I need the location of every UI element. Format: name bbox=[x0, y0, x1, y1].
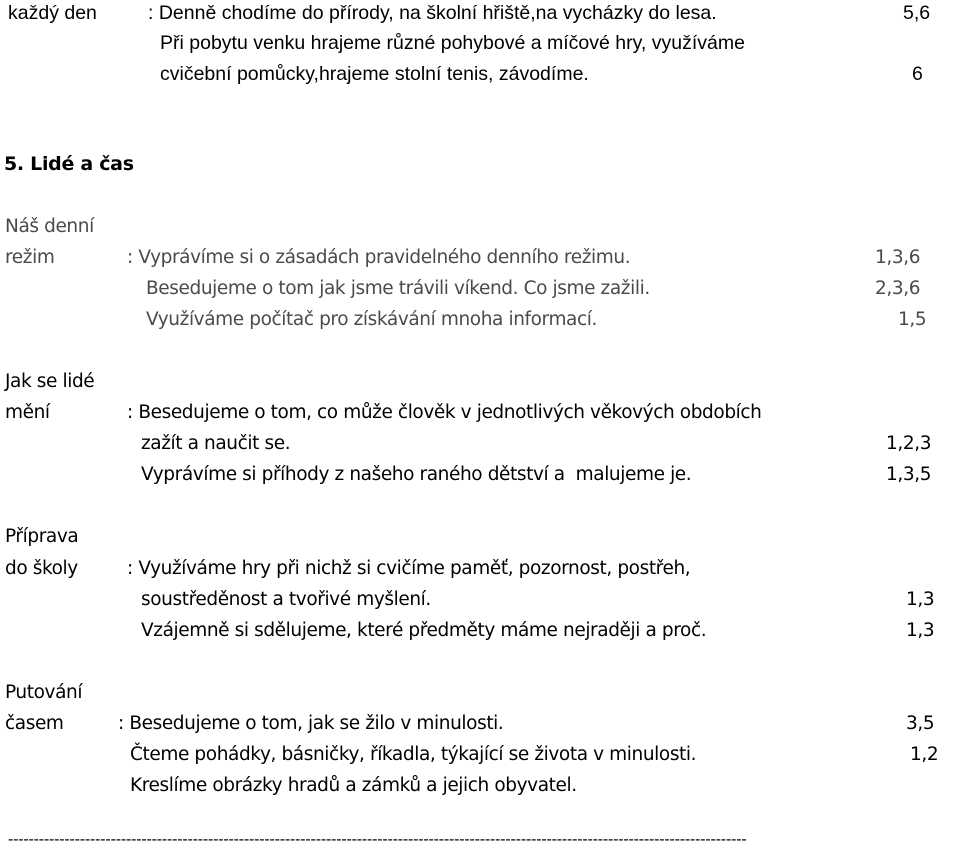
text-line: zažít a naučit se. bbox=[141, 433, 291, 454]
code-value: 6 bbox=[912, 63, 923, 85]
text-line: : Besedujeme o tom, co může člověk v jednotlivých věkových obdobích bbox=[127, 402, 762, 423]
text-line: : Denně chodíme do přírody, na školní hřiště,na vycházky do lesa. bbox=[148, 2, 717, 24]
code-value: 2,3,6 bbox=[875, 278, 921, 299]
block-label: Příprava bbox=[5, 526, 79, 547]
code-value: 5,6 bbox=[903, 2, 931, 24]
block-label: Náš denní bbox=[5, 216, 94, 237]
code-value: 1,5 bbox=[898, 309, 927, 330]
text-line: Besedujeme o tom jak jsme trávili víkend. Co jsme zažili. bbox=[146, 278, 650, 299]
text-line: : Vyprávíme si o zásadách pravidelného denního režimu. bbox=[127, 247, 631, 268]
block-label: režim bbox=[5, 247, 55, 268]
code-value: 1,3,6 bbox=[875, 247, 921, 268]
code-value: 1,3,5 bbox=[886, 464, 932, 485]
text-line: : Besedujeme o tom, jak se žilo v minulosti. bbox=[118, 713, 504, 734]
code-value: 1,3 bbox=[906, 620, 935, 641]
text-line: Při pobytu venku hrajeme různé pohybové a míčové hry, využíváme bbox=[160, 32, 745, 54]
block-label: mění bbox=[5, 402, 50, 423]
block-label: časem bbox=[5, 713, 64, 734]
text-line: soustředěnost a tvořivé myšlení. bbox=[141, 589, 431, 610]
section-title: 5. Lidé a čas bbox=[4, 153, 134, 175]
code-value: 1,2 bbox=[910, 744, 939, 765]
block-label: Jak se lidé bbox=[5, 371, 95, 392]
text-line: Vyprávíme si příhody z našeho raného dětství a malujeme je. bbox=[141, 464, 692, 485]
text-line: cvičební pomůcky,hrajeme stolní tenis, závodíme. bbox=[160, 63, 589, 85]
text-line: Využíváme počítač pro získávání mnoha informací. bbox=[146, 309, 597, 330]
dashed-separator: ------------------------------------------------------------------------------------------------------------------------------------------------ bbox=[8, 832, 747, 848]
text-line: Vzájemně si sdělujeme, které předměty máme nejraději a proč. bbox=[141, 620, 707, 641]
text-line: : Využíváme hry při nichž si cvičíme paměť, pozornost, postřeh, bbox=[127, 558, 691, 579]
text-line: Čteme pohádky, básničky, říkadla, týkající se života v minulosti. bbox=[130, 744, 697, 765]
code-value: 3,5 bbox=[906, 713, 935, 734]
code-value: 1,3 bbox=[906, 589, 935, 610]
code-value: 1,2,3 bbox=[886, 433, 932, 454]
block-label: do školy bbox=[5, 558, 78, 579]
text-line: Kreslíme obrázky hradů a zámků a jejich obyvatel. bbox=[130, 775, 577, 796]
block-label: Putování bbox=[5, 682, 83, 703]
row-label-kazdy-den: každý den bbox=[8, 2, 97, 24]
